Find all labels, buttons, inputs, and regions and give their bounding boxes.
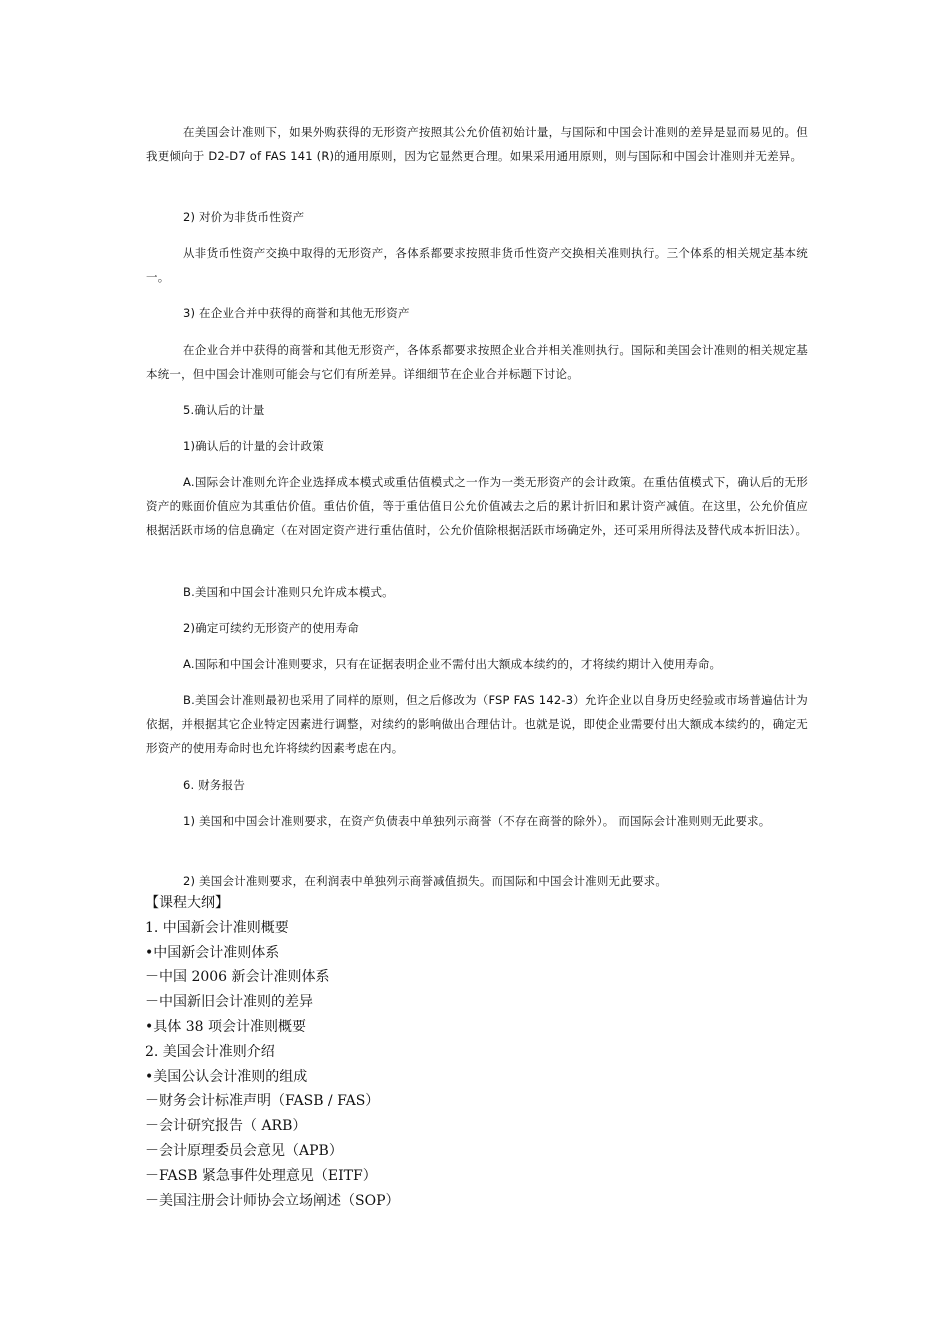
paragraph-business-combination: 在企业合并中获得的商誉和其他无形资产，各体系都要求按照企业合并相关准则执行。国际和美国会计准则的相关规定基本统一，但中国会计准则可能会与它们有所差异。详细细节在企业合并标题下讨论。 bbox=[146, 343, 808, 381]
outline-item: －财务会计标准声明（FASB / FAS） bbox=[145, 1093, 380, 1110]
paragraph-renewal-ifrs-china: A.国际和中国会计准则要求，只有在证据表明企业不需付出大额成本续约的，才将续约期计入使用寿命。 bbox=[183, 657, 722, 671]
outline-item: •中国新会计准则体系 bbox=[145, 944, 280, 961]
outline-item: 1. 中国新会计准则概要 bbox=[145, 919, 289, 936]
outline-heading: 【课程大纲】 bbox=[145, 895, 229, 911]
section-heading-subsequent-measurement: 5.确认后的计量 bbox=[183, 403, 265, 417]
outline-item: •美国公认会计准则的组成 bbox=[145, 1068, 308, 1085]
outline-item: －FASB 紧急事件处理意见（EITF） bbox=[145, 1167, 377, 1184]
subheading-business-combination: 3) 在企业合并中获得的商誉和其他无形资产 bbox=[183, 306, 410, 320]
outline-item: •具体 38 项会计准则概要 bbox=[145, 1018, 306, 1035]
paragraph-renewal-us-gaap: B.美国会计准则最初也采用了同样的原则，但之后修改为（FSP FAS 142-3）允许企业以自身历史经验或市场普遍估计为依据，并根据其它企业特定因素进行调整，对续约的影响做出合理估计。也就是说，即使企业需要付出大额成本续约的，确定无形资产的使用寿命时也允许将续约因素考虑在内。 bbox=[146, 693, 808, 755]
outline-item: －中国 2006 新会计准则体系 bbox=[145, 969, 330, 986]
subheading-accounting-policy: 1)确认后的计量的会计政策 bbox=[183, 439, 324, 453]
paragraph-cost-model-only: B.美国和中国会计准则只允许成本模式。 bbox=[183, 585, 394, 599]
outline-item: 2. 美国会计准则介绍 bbox=[145, 1043, 275, 1060]
paragraph-non-monetary-exchange: 从非货币性资产交换中取得的无形资产，各体系都要求按照非货币性资产交换相关准则执行。三个体系的相关规定基本统一。 bbox=[146, 246, 808, 284]
paragraph-ifrs-revaluation-model: A.国际会计准则允许企业选择成本模式或重估值模式之一作为一类无形资产的会计政策。在重估值模式下，确认后的无形资产的账面价值应为其重估价值。重估价值，等于重估值日公允价值减去之后的累计折旧和累计资产减值。在这里，公允价值应根据活跃市场的信息确定（在对固定资产进行重估值时，公允价值除根据活跃市场确定外，还可采用所得法及替代成本折旧法）。 bbox=[146, 475, 808, 537]
outline-item: －会计研究报告（ ARB） bbox=[145, 1118, 307, 1135]
subheading-useful-life: 2)确定可续约无形资产的使用寿命 bbox=[183, 621, 360, 635]
outline-item: －中国新旧会计准则的差异 bbox=[145, 994, 313, 1011]
course-outline bbox=[145, 891, 805, 1213]
paragraph-us-gaap-initial-measurement: 在美国会计准则下，如果外购获得的无形资产按照其公允价值初始计量，与国际和中国会计准则的差异是显而易见的。但我更倾向于 D2-D7 of FAS 141 (R)的通用原则，因为它显然更合理。如果采用通用原则，则与国际和中国会计准则并无差异。 bbox=[146, 125, 808, 163]
outline-item: －会计原理委员会意见（APB） bbox=[145, 1142, 343, 1159]
paragraph-goodwill-balance-sheet: 1) 美国和中国会计准则要求，在资产负债表中单独列示商誉（不存在商誉的除外）。 而国际会计准则则无此要求。 bbox=[183, 814, 771, 828]
outline-item: －美国注册会计师协会立场阐述（SOP） bbox=[145, 1192, 400, 1209]
subheading-non-monetary-consideration: 2) 对价为非货币性资产 bbox=[183, 210, 305, 224]
paragraph-goodwill-impairment: 2) 美国会计准则要求，在利润表中单独列示商誉减值损失。而国际和中国会计准则无此要求。 bbox=[183, 874, 668, 888]
section-heading-financial-reporting: 6. 财务报告 bbox=[183, 778, 246, 792]
